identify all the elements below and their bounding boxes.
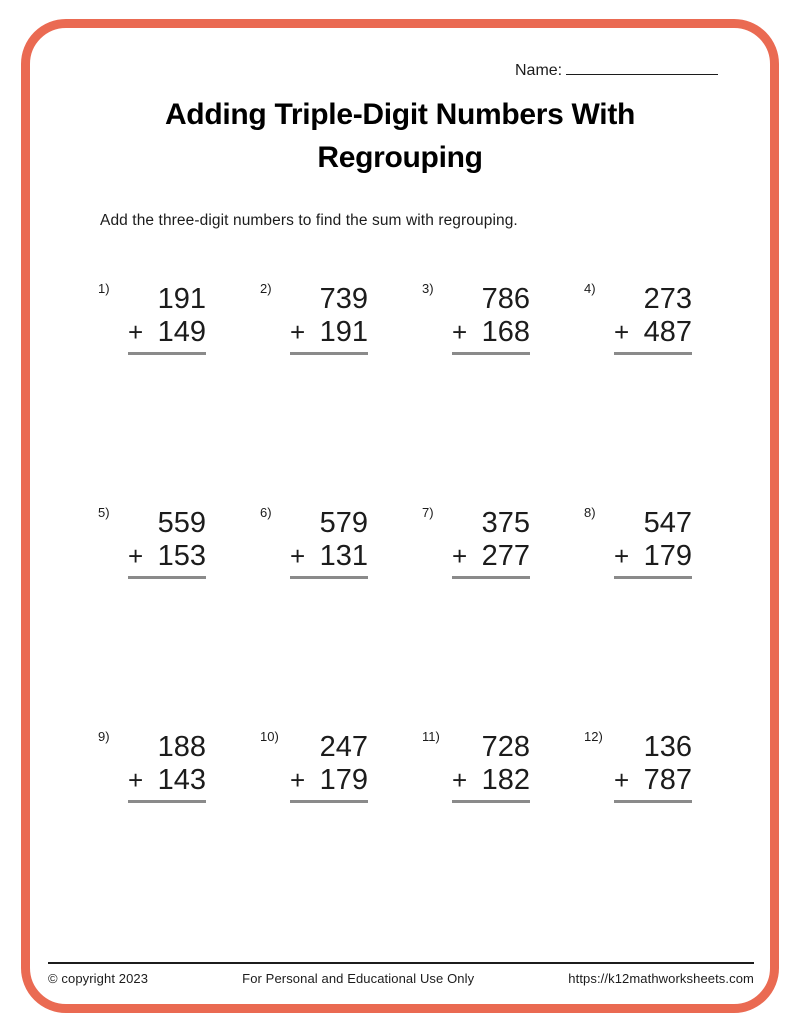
problem-body bbox=[128, 283, 206, 401]
addend-bottom-row bbox=[614, 540, 692, 579]
problem-1 bbox=[98, 283, 260, 357]
plus-operator: + bbox=[290, 541, 306, 571]
answer-area[interactable] bbox=[614, 803, 692, 849]
addend-bottom-row bbox=[290, 540, 368, 579]
worksheet-title: Adding Triple-Digit Numbers With Regrouping bbox=[164, 98, 636, 174]
plus-operator: + bbox=[290, 765, 306, 795]
problem-body bbox=[290, 731, 368, 849]
name-label: Name: bbox=[515, 62, 563, 79]
problem-number-label: 6) bbox=[260, 505, 272, 520]
footer-divider bbox=[48, 962, 754, 964]
problem-10 bbox=[260, 731, 422, 805]
problem-6 bbox=[260, 507, 422, 581]
addend-bottom: 143 bbox=[157, 764, 206, 796]
plus-operator: + bbox=[452, 541, 468, 571]
answer-area[interactable] bbox=[290, 355, 368, 401]
addend-top: 739 bbox=[319, 283, 368, 315]
addend-bottom-row bbox=[452, 540, 530, 579]
addend-bottom: 179 bbox=[319, 764, 368, 796]
addend-bottom: 487 bbox=[643, 316, 692, 348]
plus-operator: + bbox=[128, 765, 144, 795]
addend-top: 136 bbox=[643, 731, 692, 763]
problem-8 bbox=[584, 507, 746, 581]
addend-top: 559 bbox=[157, 507, 206, 539]
addend-top: 188 bbox=[157, 731, 206, 763]
problem-number-label: 5) bbox=[98, 505, 110, 520]
problem-number-label: 8) bbox=[584, 505, 596, 520]
addend-bottom: 153 bbox=[157, 540, 206, 572]
problem-body bbox=[452, 507, 530, 625]
addend-bottom-row bbox=[614, 316, 692, 355]
answer-area[interactable] bbox=[128, 355, 206, 401]
copyright-text: © copyright 2023 bbox=[48, 971, 149, 986]
addend-top: 247 bbox=[319, 731, 368, 763]
problem-body bbox=[128, 507, 206, 625]
instructions-text: Add the three-digit numbers to find the sum with regrouping. bbox=[100, 212, 518, 229]
addend-bottom: 277 bbox=[481, 540, 530, 572]
problem-number-label: 3) bbox=[422, 281, 434, 296]
problem-number-label: 11) bbox=[422, 729, 440, 744]
addend-top: 728 bbox=[481, 731, 530, 763]
addend-bottom: 168 bbox=[481, 316, 530, 348]
addend-top: 191 bbox=[157, 283, 206, 315]
problem-number-label: 4) bbox=[584, 281, 596, 296]
problem-body bbox=[290, 283, 368, 401]
problem-number-label: 2) bbox=[260, 281, 272, 296]
problem-number-label: 7) bbox=[422, 505, 434, 520]
problem-7 bbox=[422, 507, 584, 581]
answer-area[interactable] bbox=[128, 579, 206, 625]
name-row bbox=[515, 60, 718, 80]
answer-area[interactable] bbox=[128, 803, 206, 849]
plus-operator: + bbox=[290, 317, 306, 347]
addend-top: 375 bbox=[481, 507, 530, 539]
answer-area[interactable] bbox=[614, 355, 692, 401]
usage-note: For Personal and Educational Use Only bbox=[242, 971, 475, 986]
plus-operator: + bbox=[128, 541, 144, 571]
plus-operator: + bbox=[452, 765, 468, 795]
addend-top: 273 bbox=[643, 283, 692, 315]
plus-operator: + bbox=[614, 317, 630, 347]
addend-top: 579 bbox=[319, 507, 368, 539]
plus-operator: + bbox=[614, 765, 630, 795]
problem-3 bbox=[422, 283, 584, 357]
addend-bottom: 191 bbox=[319, 316, 368, 348]
addend-bottom-row bbox=[290, 316, 368, 355]
addend-bottom: 149 bbox=[157, 316, 206, 348]
addend-bottom-row bbox=[128, 540, 206, 579]
problem-11 bbox=[422, 731, 584, 805]
problem-body bbox=[290, 507, 368, 625]
problem-body bbox=[128, 731, 206, 849]
addend-bottom: 787 bbox=[643, 764, 692, 796]
answer-area[interactable] bbox=[452, 803, 530, 849]
plus-operator: + bbox=[452, 317, 468, 347]
problem-5 bbox=[98, 507, 260, 581]
footer bbox=[48, 971, 754, 986]
addend-bottom-row bbox=[452, 316, 530, 355]
addend-bottom-row bbox=[128, 316, 206, 355]
problem-body bbox=[614, 283, 692, 401]
problems-grid bbox=[98, 283, 746, 805]
problem-4 bbox=[584, 283, 746, 357]
problem-body bbox=[614, 731, 692, 849]
addend-bottom-row bbox=[290, 764, 368, 803]
addend-bottom-row bbox=[452, 764, 530, 803]
answer-area[interactable] bbox=[452, 355, 530, 401]
answer-area[interactable] bbox=[290, 803, 368, 849]
problem-number-label: 10) bbox=[260, 729, 279, 744]
problem-2 bbox=[260, 283, 422, 357]
problem-12 bbox=[584, 731, 746, 805]
problem-body bbox=[614, 507, 692, 625]
addend-bottom: 179 bbox=[643, 540, 692, 572]
website-link[interactable]: https://k12mathworksheets.com bbox=[568, 971, 754, 986]
plus-operator: + bbox=[128, 317, 144, 347]
problem-number-label: 1) bbox=[98, 281, 110, 296]
problem-body bbox=[452, 731, 530, 849]
addend-top: 547 bbox=[643, 507, 692, 539]
plus-operator: + bbox=[614, 541, 630, 571]
problem-number-label: 9) bbox=[98, 729, 110, 744]
addend-bottom-row bbox=[128, 764, 206, 803]
answer-area[interactable] bbox=[290, 579, 368, 625]
addend-bottom: 131 bbox=[319, 540, 368, 572]
answer-area[interactable] bbox=[452, 579, 530, 625]
problem-body bbox=[452, 283, 530, 401]
name-input-line[interactable] bbox=[566, 60, 718, 75]
answer-area[interactable] bbox=[614, 579, 692, 625]
problem-9 bbox=[98, 731, 260, 805]
addend-bottom: 182 bbox=[481, 764, 530, 796]
addend-bottom-row bbox=[614, 764, 692, 803]
addend-top: 786 bbox=[481, 283, 530, 315]
problem-number-label: 12) bbox=[584, 729, 603, 744]
